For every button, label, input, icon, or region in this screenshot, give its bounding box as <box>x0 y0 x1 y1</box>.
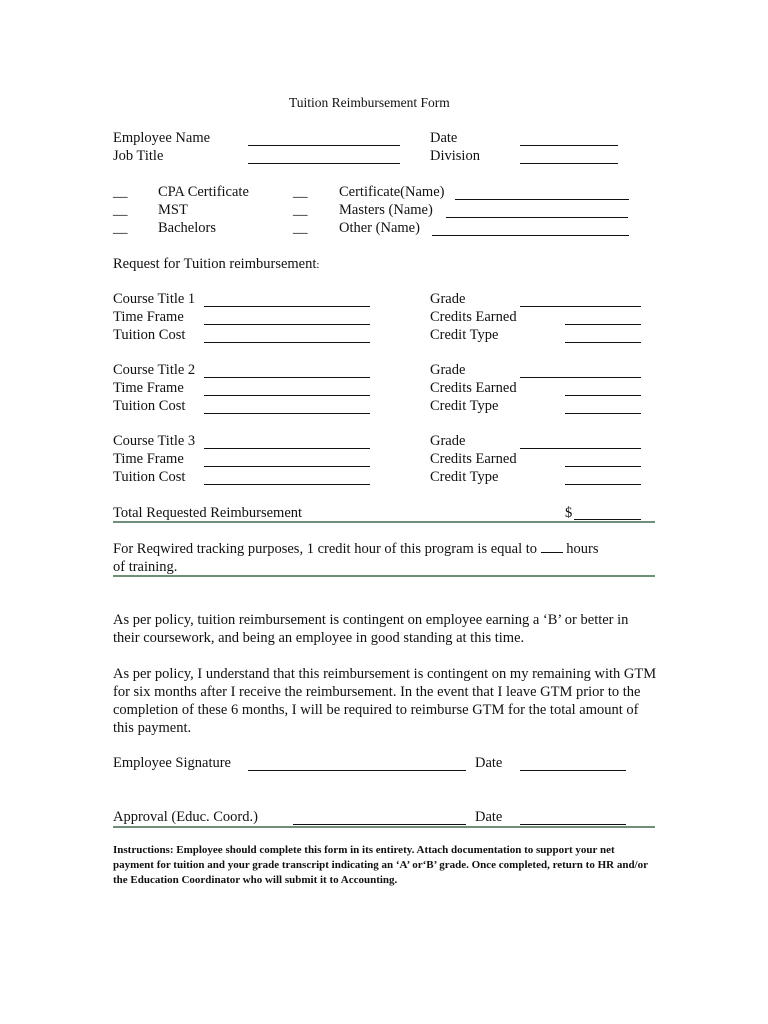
division-label: Division <box>430 148 480 164</box>
course-1-time-frame-field[interactable] <box>204 324 370 325</box>
course-3-title-field[interactable] <box>204 448 370 449</box>
masters-name-field[interactable] <box>446 217 628 218</box>
course-3-tuition-cost-field[interactable] <box>204 484 370 485</box>
currency-symbol: $ <box>565 505 573 521</box>
masters-checkbox[interactable]: __ <box>293 202 308 218</box>
employee-name-field[interactable] <box>248 145 400 146</box>
course-3-grade-label: Grade <box>430 433 466 449</box>
signature-date-field[interactable] <box>520 770 626 771</box>
cpa-certificate-label: CPA Certificate <box>158 184 249 200</box>
course-1-grade-label: Grade <box>430 291 466 307</box>
section-divider <box>113 826 655 828</box>
course-2-credit-type-field[interactable] <box>565 413 641 414</box>
course-3-credits-label: Credits Earned <box>430 451 517 467</box>
course-3-grade-field[interactable] <box>520 448 641 449</box>
course-3-credit-type-field[interactable] <box>565 484 641 485</box>
course-1-credits-label: Credits Earned <box>430 309 517 325</box>
mst-checkbox[interactable]: __ <box>113 202 128 218</box>
other-name-label: Other (Name) <box>339 220 420 236</box>
request-heading: Request for Tuition reimbursement: <box>113 256 320 272</box>
course-2-credits-field[interactable] <box>565 395 641 396</box>
division-field[interactable] <box>520 163 618 164</box>
tracking-text-line2: of training. <box>113 559 178 575</box>
course-2-tuition-cost-field[interactable] <box>204 413 370 414</box>
mst-label: MST <box>158 202 188 218</box>
approval-label: Approval (Educ. Coord.) <box>113 809 258 825</box>
section-divider <box>113 521 655 523</box>
course-2-grade-label: Grade <box>430 362 466 378</box>
masters-name-label: Masters (Name) <box>339 202 433 218</box>
course-2-time-frame-field[interactable] <box>204 395 370 396</box>
course-1-credit-type-field[interactable] <box>565 342 641 343</box>
course-1-title-field[interactable] <box>204 306 370 307</box>
approval-date-field[interactable] <box>520 824 626 825</box>
tracking-text-line1: For Reqwired tracking purposes, 1 credit hour of this program is equal to hours <box>113 541 599 557</box>
cpa-checkbox[interactable]: __ <box>113 184 128 200</box>
instructions-text: Instructions: Employee should complete this form in its entirety. Attach documentation to support your net payment for tuition and your grade transcript indicating an ‘A’ or‘B’ grade. Once completed, return to HR and/or the Education Coordinator who will submit it to Accounting. <box>113 844 648 886</box>
certificate-checkbox[interactable]: __ <box>293 184 308 200</box>
bachelors-checkbox[interactable]: __ <box>113 220 128 236</box>
signature-date-label: Date <box>475 755 503 771</box>
course-3-title-label: Course Title 3 <box>113 433 196 449</box>
job-title-field[interactable] <box>248 163 400 164</box>
course-3-tuition-cost-label: Tuition Cost <box>113 469 186 485</box>
course-3-credit-type-label: Credit Type <box>430 469 499 485</box>
approval-date-label: Date <box>475 809 503 825</box>
policy-paragraph-retention: As per policy, I understand that this reimbursement is contingent on my remaining with GTM for six months after I receive the reimbursement. In the event that I leave GTM prior to the completion of these 6 months, I will be required to reimburse GTM for the total amount of this payment. <box>113 666 657 736</box>
date-field[interactable] <box>520 145 618 146</box>
course-1-credits-field[interactable] <box>565 324 641 325</box>
training-hours-field[interactable] <box>541 540 563 553</box>
employee-name-label: Employee Name <box>113 130 211 146</box>
approval-signature-field[interactable] <box>293 824 466 825</box>
course-2-tuition-cost-label: Tuition Cost <box>113 398 186 414</box>
employee-signature-label: Employee Signature <box>113 755 231 771</box>
course-1-credit-type-label: Credit Type <box>430 327 499 343</box>
course-1-tuition-cost-field[interactable] <box>204 342 370 343</box>
employee-signature-field[interactable] <box>248 770 466 771</box>
other-name-field[interactable] <box>432 235 629 236</box>
form-title: Tuition Reimbursement Form <box>289 95 450 110</box>
course-3-time-frame-label: Time Frame <box>113 451 184 467</box>
course-3-credits-field[interactable] <box>565 466 641 467</box>
other-checkbox[interactable]: __ <box>293 220 308 236</box>
course-2-credit-type-label: Credit Type <box>430 398 499 414</box>
bachelors-label: Bachelors <box>158 220 216 236</box>
course-2-title-label: Course Title 2 <box>113 362 196 378</box>
date-label: Date <box>430 130 458 146</box>
course-2-title-field[interactable] <box>204 377 370 378</box>
course-2-credits-label: Credits Earned <box>430 380 517 396</box>
course-3-time-frame-field[interactable] <box>204 466 370 467</box>
course-2-time-frame-label: Time Frame <box>113 380 184 396</box>
certificate-name-field[interactable] <box>455 199 629 200</box>
section-divider <box>113 575 655 577</box>
course-2-grade-field[interactable] <box>520 377 641 378</box>
course-1-title-label: Course Title 1 <box>113 291 196 307</box>
job-title-label: Job Title <box>113 148 164 164</box>
course-1-tuition-cost-label: Tuition Cost <box>113 327 186 343</box>
course-1-grade-field[interactable] <box>520 306 641 307</box>
policy-paragraph-grade: As per policy, tuition reimbursement is contingent on employee earning a ‘B’ or better in their coursework, and being an employee in good standing at this time. <box>113 612 629 646</box>
total-reimbursement-label: Total Requested Reimbursement <box>113 505 303 521</box>
total-amount-field[interactable] <box>574 519 641 520</box>
course-1-time-frame-label: Time Frame <box>113 309 184 325</box>
certificate-name-label: Certificate(Name) <box>339 184 445 200</box>
